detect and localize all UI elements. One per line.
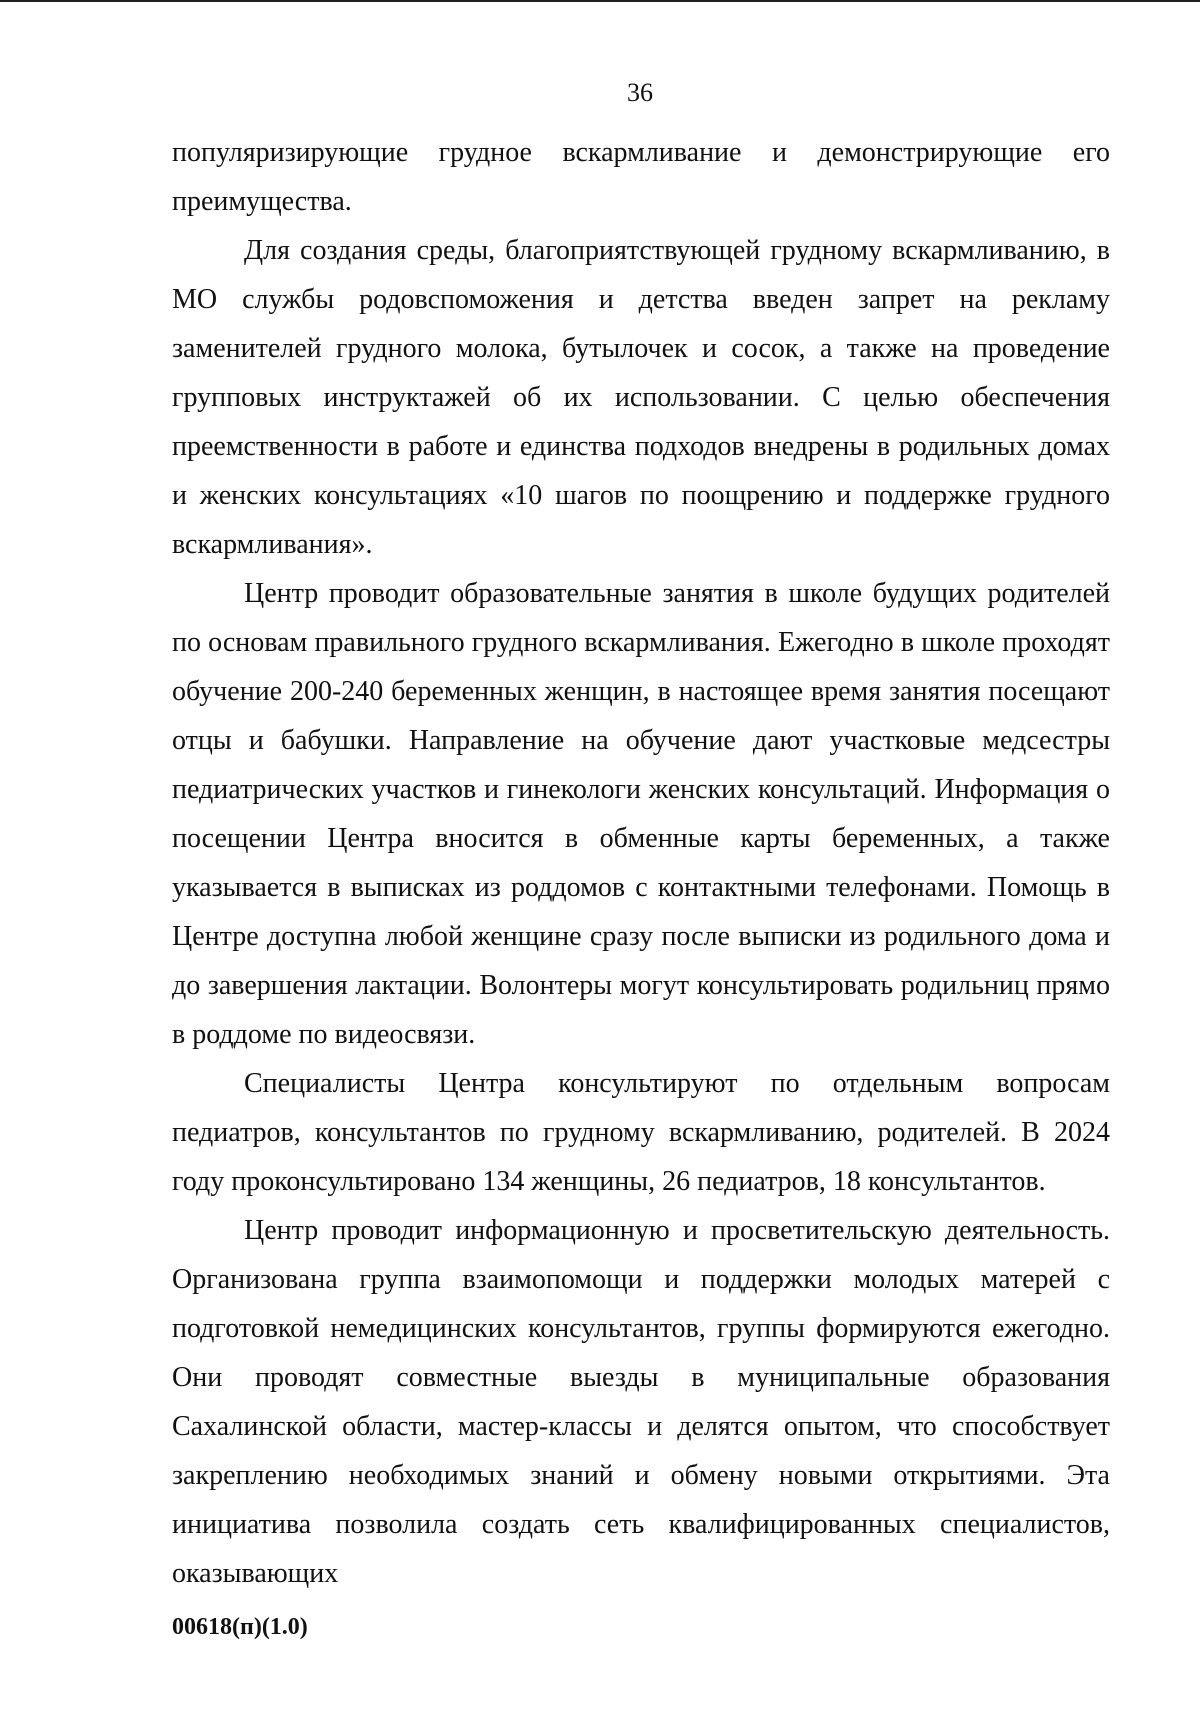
paragraph-parent-school: Центр проводит образовательные занятия в школе будущих родителей по основам правильного грудного вскармливания. Ежегодно в школе проходят обучение 200-240 беременных женщин, в настоящее время занятия посещают отцы и бабушки. Направление на обучение дают участковые медсестры педиатрических участков и гинекологи женских консультаций. Информация о посещении Центра вносится в обменные карты беременных, а также указывается в выписках из роддомов с контактными телефонами. Помощь в Центре доступна любой женщине сразу после выписки из родильного дома и до завершения лактации. Волонтеры могут консультировать родильниц прямо в роддоме по видеосвязи. xyxy=(172,578,1110,1050)
paragraph-information-activity: Центр проводит информационную и просветительскую деятельность. Организована группа взаимопомощи и поддержки молодых матерей с подготовкой немедицинских консультантов, группы формируются ежегодно. Они проводят совместные выезды в муниципальные образования Сахалинской области, мастер-классы и делятся опытом, что способствует закреплению необходимых знаний и обмену новыми открытиями. Эта инициатива позволила создать сеть квалифицированных специалистов, оказывающих xyxy=(172,1215,1110,1589)
paragraph-consultations: Специалисты Центра консультируют по отдельным вопросам педиатров, консультантов по грудному вскармливанию, родителей. В 2024 году проконсультировано 134 женщины, 26 педиатров, 18 консультантов. xyxy=(172,1068,1110,1197)
document-body xyxy=(172,128,1110,1598)
top-rule xyxy=(0,0,1200,2)
document-code: 00618(п)(1.0) xyxy=(172,1614,308,1640)
paragraph-continuation: популяризирующие грудное вскармливание и демонстрирующие его преимущества. xyxy=(172,137,1110,217)
page-number: 36 xyxy=(627,78,653,107)
paragraph-breastfeeding-environment: Для создания среды, благоприятствующей грудному вскармливанию, в МО службы родовспоможения и детства введен запрет на рекламу заменителей грудного молока, бутылочек и сосок, а также на проведение групповых инструктажей об их использовании. С целью обеспечения преемственности в работе и единства подходов внедрены в родильных домах и женских консультациях «10 шагов по поощрению и поддержке грудного вскармливания». xyxy=(172,235,1110,560)
